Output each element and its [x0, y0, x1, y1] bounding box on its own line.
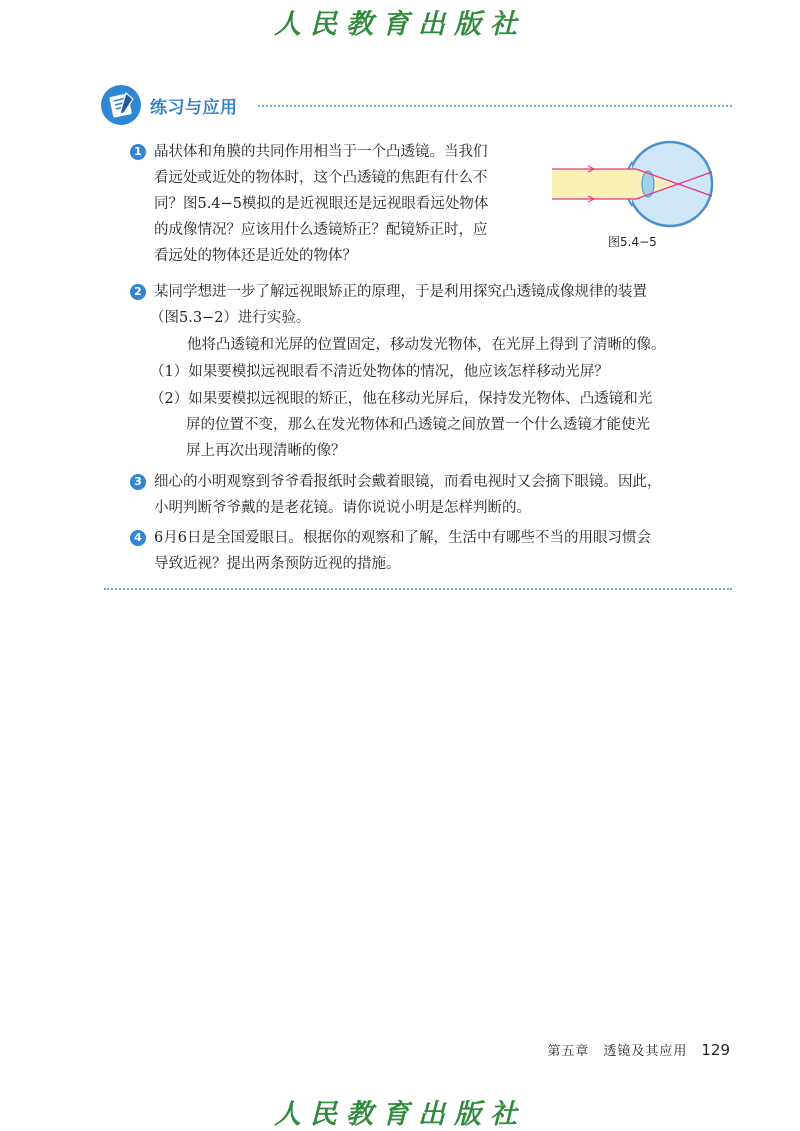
question-2-line: 他将凸透镜和光屏的位置固定，移动发光物体，在光屏上得到了清晰的像。	[187, 337, 666, 353]
header-dotted-rule	[258, 105, 732, 107]
footer-chapter: 第五章 透镜及其应用	[547, 1044, 688, 1059]
question-number-4: 4	[130, 530, 146, 546]
question-number-2: 2	[130, 284, 146, 300]
question-4-line: 导致近视？提出两条预防近视的措施。	[154, 556, 401, 572]
question-2-line: （图5.3−2）进行实验。	[150, 310, 311, 326]
question-1-line: 看远处的物体还是近处的物体？	[154, 248, 357, 264]
question-2-line: 屏的位置不变，那么在发光物体和凸透镜之间放置一个什么透镜才能使光	[186, 417, 650, 433]
page-footer	[547, 1040, 730, 1059]
section-header	[100, 84, 732, 128]
myopia-eye-figure	[552, 138, 722, 233]
question-1-line: 晶状体和角膜的共同作用相当于一个凸透镜。当我们	[154, 144, 488, 160]
question-2-line: 某同学想进一步了解远视眼矫正的原理，于是利用探究凸透镜成像规律的装置	[154, 284, 647, 300]
figure-caption: 图5.4−5	[608, 235, 657, 249]
question-2-line: （2）如果要模拟远视眼的矫正，他在移动光屏后，保持发光物体、凸透镜和光	[150, 391, 653, 407]
question-number-1: 1	[130, 144, 146, 160]
section-title: 练习与应用	[150, 98, 238, 118]
question-number-3: 3	[130, 474, 146, 490]
question-3-line: 细心的小明观察到爷爷看报纸时会戴着眼镜，而看电视时又会摘下眼镜。因此，	[154, 474, 662, 490]
page-number: 129	[701, 1041, 730, 1059]
publisher-logo-top: 人民教育出版社	[274, 9, 526, 40]
exercise-notebook-icon	[100, 84, 142, 126]
question-2-line: 屏上再次出现清晰的像？	[186, 443, 346, 459]
question-1-line: 的成像情况？应该用什么透镜矫正？配镜矫正时，应	[154, 222, 488, 238]
bottom-dotted-rule	[104, 588, 732, 590]
question-4-line: 6月6日是全国爱眼日。根据你的观察和了解，生活中有哪些不当的用眼习惯会	[154, 530, 651, 546]
question-1-line: 同？图5.4−5模拟的是近视眼还是远视眼看远处物体	[154, 196, 489, 212]
question-1-line: 看远处或近处的物体时，这个凸透镜的焦距有什么不	[154, 170, 488, 186]
question-3-line: 小明判断爷爷戴的是老花镜。请你说说小明是怎样判断的。	[154, 500, 531, 516]
publisher-logo-bottom: 人民教育出版社	[274, 1099, 526, 1130]
question-2-line: （1）如果要模拟远视眼看不清近处物体的情况，他应该怎样移动光屏？	[150, 364, 609, 380]
